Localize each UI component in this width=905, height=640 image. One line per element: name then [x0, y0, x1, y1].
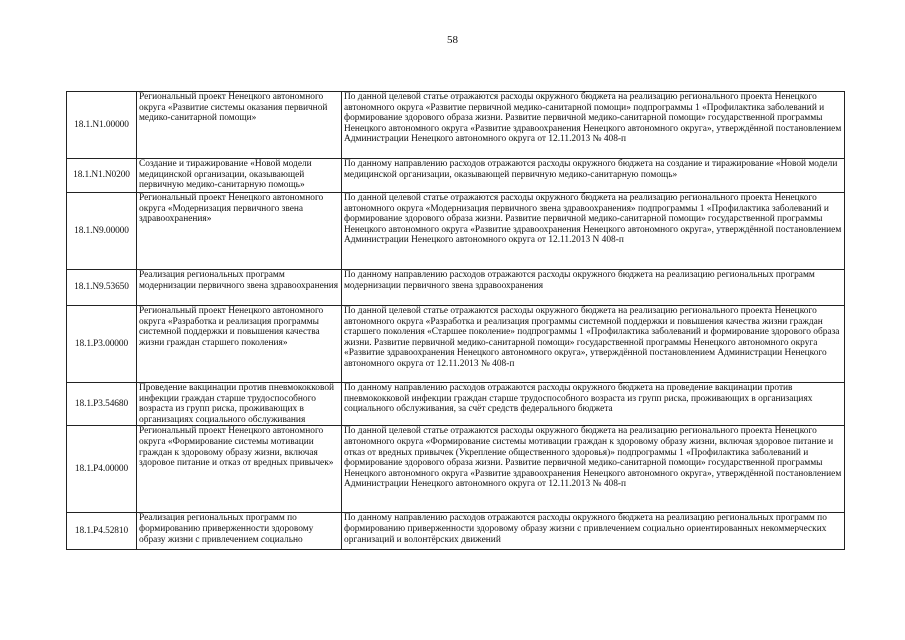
row-description: По данной целевой статье отражаются расходы окружного бюджета на реализацию регионального проекта Ненецкого автономного округа «Модернизация первичного звена здравоохранения» подпрограммы 1 «Профилактика заболеваний и формирование здорового образа жизни. Развитие первичной медико-санитарной помощи» государственной программы Ненецкого автономного округа «Развитие здравоохранения Ненецкого автономного округа», утверждённой постановлением Администрации Ненецкого автономного округа от 12.11.2013 N 408-п: [342, 193, 845, 270]
table-row: [67, 426, 845, 513]
row-name: Региональный проект Ненецкого автономного округа «Модернизация первичного звена здравоохранения»: [137, 193, 342, 270]
table-row: [67, 513, 845, 550]
row-description: По данной целевой статье отражаются расходы окружного бюджета на реализацию регионального проекта Ненецкого автономного округа «Разработка и реализация программы системной поддержки и повышения качества жизни граждан старшего поколения «Старшее поколение» подпрограммы 1 «Профилактика заболеваний и формирование здорового образа жизни. Развитие первичной медико-санитарной помощи» государственной программы Ненецкого автономного округа «Развитие здравоохранения Ненецкого автономного округа», утверждённой постановлением Администрации Ненецкого автономного округа от 12.11.2013 № 408-п: [342, 306, 845, 383]
row-description: По данному направлению расходов отражаются расходы окружного бюджета на реализацию региональных программ по формированию приверженности здоровому образу жизни с привлечением социально ориентированных некоммерческих организаций и волонтёрских движений: [342, 513, 845, 550]
row-description: По данному направлению расходов отражаются расходы окружного бюджета на создание и тиражирование «Новой модели медицинской организации, оказывающей первичную медико-санитарную помощь»: [342, 159, 845, 193]
row-name: Региональный проект Ненецкого автономного округа «Формирование системы мотивации граждан к здоровому образу жизни, включая здоровое питание и отказ от вредных привычек»: [137, 426, 342, 513]
table-row: [67, 306, 845, 383]
row-description: По данной целевой статье отражаются расходы окружного бюджета на реализацию регионального проекта Ненецкого автономного округа «Развитие первичной медико-санитарной помощи» подпрограммы 1 «Профилактика заболеваний и формирование здорового образа жизни. Развитие первичной медико-санитарной помощи» государственной программы Ненецкого автономного округа «Развитие здравоохранения Ненецкого автономного округа», утверждённой постановлением Администрации Ненецкого автономного округа от 12.11.2013 № 408-п: [342, 92, 845, 159]
row-code: 18.1.N1.N0200: [67, 159, 137, 193]
table-row: [67, 159, 845, 193]
row-description: По данному направлению расходов отражаются расходы окружного бюджета на проведение вакцинации против пневмококковой инфекции граждан старше трудоспособного возраста из групп риска, проживающих в организациях социального обслуживания, за счёт средств федерального бюджета: [342, 383, 845, 426]
table-row: [67, 270, 845, 306]
table-row: [67, 383, 845, 426]
page-number: 58: [447, 34, 458, 46]
table-row: [67, 92, 845, 159]
row-name: Реализация региональных программ модернизации первичного звена здравоохранения: [137, 270, 342, 306]
row-name: Проведение вакцинации против пневмококковой инфекции граждан старше трудоспособного возраста из групп риска, проживающих в организациях социального обслуживания: [137, 383, 342, 426]
row-code: 18.1.P4.00000: [67, 426, 137, 513]
row-description: По данному направлению расходов отражаются расходы окружного бюджета на реализацию региональных программ модернизации первичного звена здравоохранения: [342, 270, 845, 306]
row-name: Реализация региональных программ по формированию приверженности здоровому образу жизни с привлечением социально: [137, 513, 342, 550]
row-code: 18.1.N9.53650: [67, 270, 137, 306]
row-name: Региональный проект Ненецкого автономного округа «Развитие системы оказания первичной медико-санитарной помощи»: [137, 92, 342, 159]
row-code: 18.1.P4.52810: [67, 513, 137, 550]
budget-classification-table: [66, 91, 845, 550]
row-name: Региональный проект Ненецкого автономного округа «Разработка и реализация программы системной поддержки и повышения качества жизни граждан старшего поколения»: [137, 306, 342, 383]
row-code: 18.1.P3.54680: [67, 383, 137, 426]
row-description: По данной целевой статье отражаются расходы окружного бюджета на реализацию регионального проекта Ненецкого автономного округа «Формирование системы мотивации граждан к здоровому образу жизни, включая здоровое питание и отказ от вредных привычек (Укрепление общественного здоровья)» подпрограммы 1 «Профилактика заболеваний и формирование здорового образа жизни. Развитие первичной медико-санитарной помощи» государственной программы Ненецкого автономного округа «Развитие здравоохранения Ненецкого автономного округа», утверждённой постановлением Администрации Ненецкого автономного округа от 12.11.2013 № 408-п: [342, 426, 845, 513]
row-code: 18.1.N1.00000: [67, 92, 137, 159]
row-name: Создание и тиражирование «Новой модели медицинской организации, оказывающей первичную медико-санитарную помощь»: [137, 159, 342, 193]
row-code: 18.1.N9.00000: [67, 193, 137, 270]
row-code: 18.1.P3.00000: [67, 306, 137, 383]
table-row: [67, 193, 845, 270]
